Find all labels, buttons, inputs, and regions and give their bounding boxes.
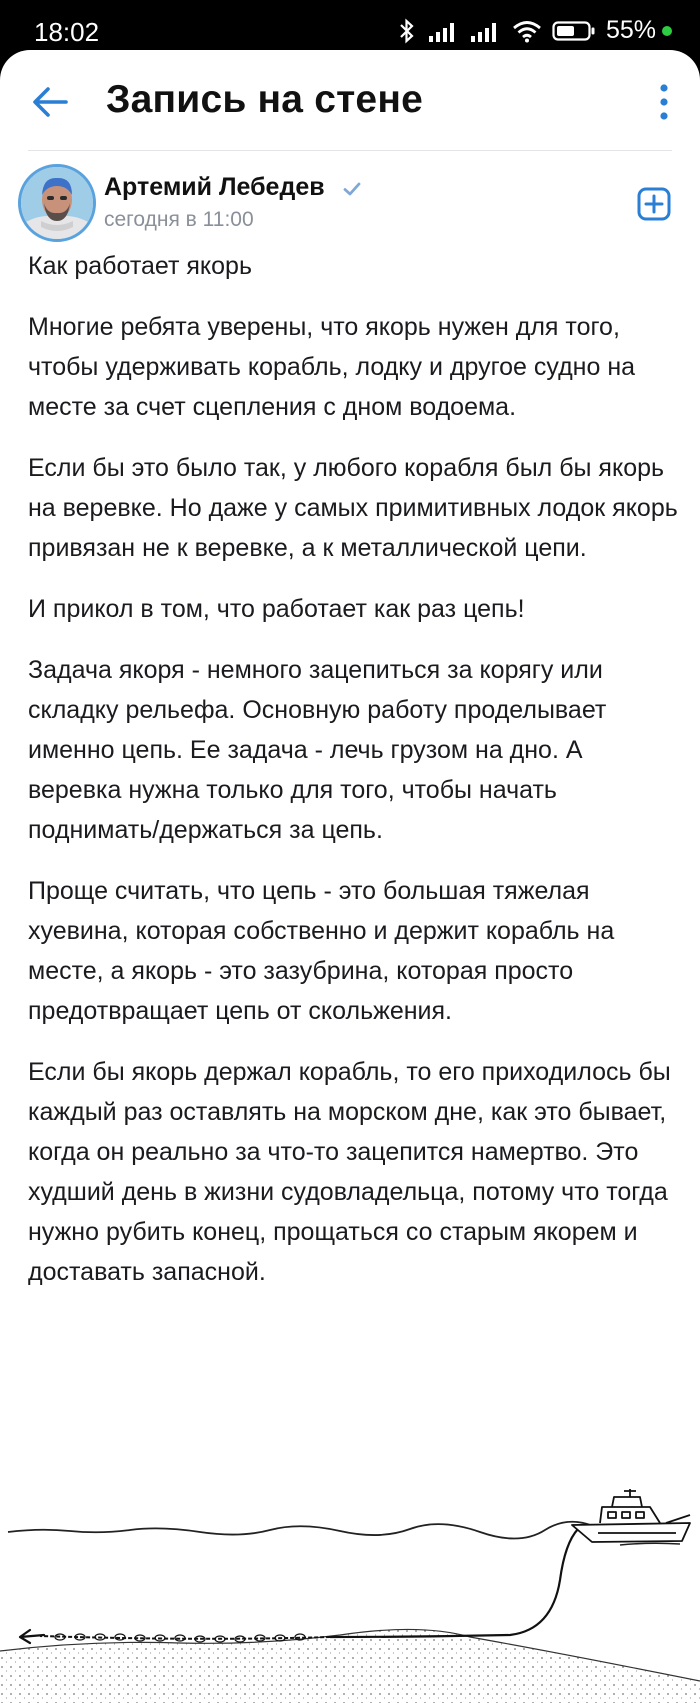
- wifi-icon: [512, 19, 542, 43]
- signal-icon: [428, 19, 460, 43]
- avatar[interactable]: [18, 164, 96, 242]
- battery-icon: [552, 19, 596, 43]
- post-paragraph: Если бы это было так, у любого корабля был бы якорь на веревке. Но даже у самых примитивных лодок якорь привязан не к веревке, а к металлической цепи.: [28, 454, 678, 562]
- more-vertical-icon[interactable]: [654, 80, 674, 124]
- status-time: 18:02: [34, 17, 100, 47]
- post-paragraph: Многие ребята уверены, что якорь нужен для того, чтобы удерживать корабль, лодку и другое судно на месте за счет сцепления с дном водоема.: [28, 313, 636, 421]
- header-divider: [28, 150, 672, 151]
- signal-icon: [470, 19, 502, 43]
- add-square-icon[interactable]: [636, 186, 672, 222]
- post-time[interactable]: сегодня в 11:00: [104, 208, 254, 231]
- post-paragraph: Как работает якорь: [28, 252, 252, 280]
- avatar-image: [21, 167, 93, 239]
- status-icons: [396, 16, 672, 45]
- author-name[interactable]: Артемий Лебедев: [104, 173, 325, 201]
- post-text: [28, 246, 678, 1313]
- back-arrow-icon[interactable]: [30, 82, 70, 122]
- bluetooth-icon: [396, 18, 418, 44]
- charging-dot: [662, 26, 672, 36]
- page-title: Запись на стене: [106, 78, 423, 121]
- top-bar: [0, 50, 700, 150]
- wall-post-screen: [0, 50, 700, 1703]
- post-paragraph: Задача якоря - немного зацепиться за корягу или складку рельефа. Основную работу проделывает именно цепь. Ее задача - лечь грузом на дно. А веревка нужна только для того, чтобы начать поднимать/держаться за цепь.: [28, 656, 607, 844]
- verified-check-icon: [341, 178, 363, 200]
- post-paragraph: И прикол в том, что работает как раз цепь!: [28, 595, 525, 623]
- battery-level: 55%: [605, 16, 656, 44]
- post-paragraph: Проще считать, что цепь - это большая тяжелая хуевина, которая собственно и держит корабль на месте, а якорь - это зазубрина, которая просто предотвращает цепь от скольжения.: [28, 877, 615, 1025]
- post-paragraph: Если бы якорь держал корабль, то его приходилось бы каждый раз оставлять на морском дне, как это бывает, когда он реально за что-то зацепится намертво. Это худший день в жизни судовладельца, потому что тогда нужно рубить конец, прощаться со старым якорем и доставать запасной.: [28, 1058, 671, 1286]
- anchor-chain-illustration[interactable]: [0, 1485, 700, 1703]
